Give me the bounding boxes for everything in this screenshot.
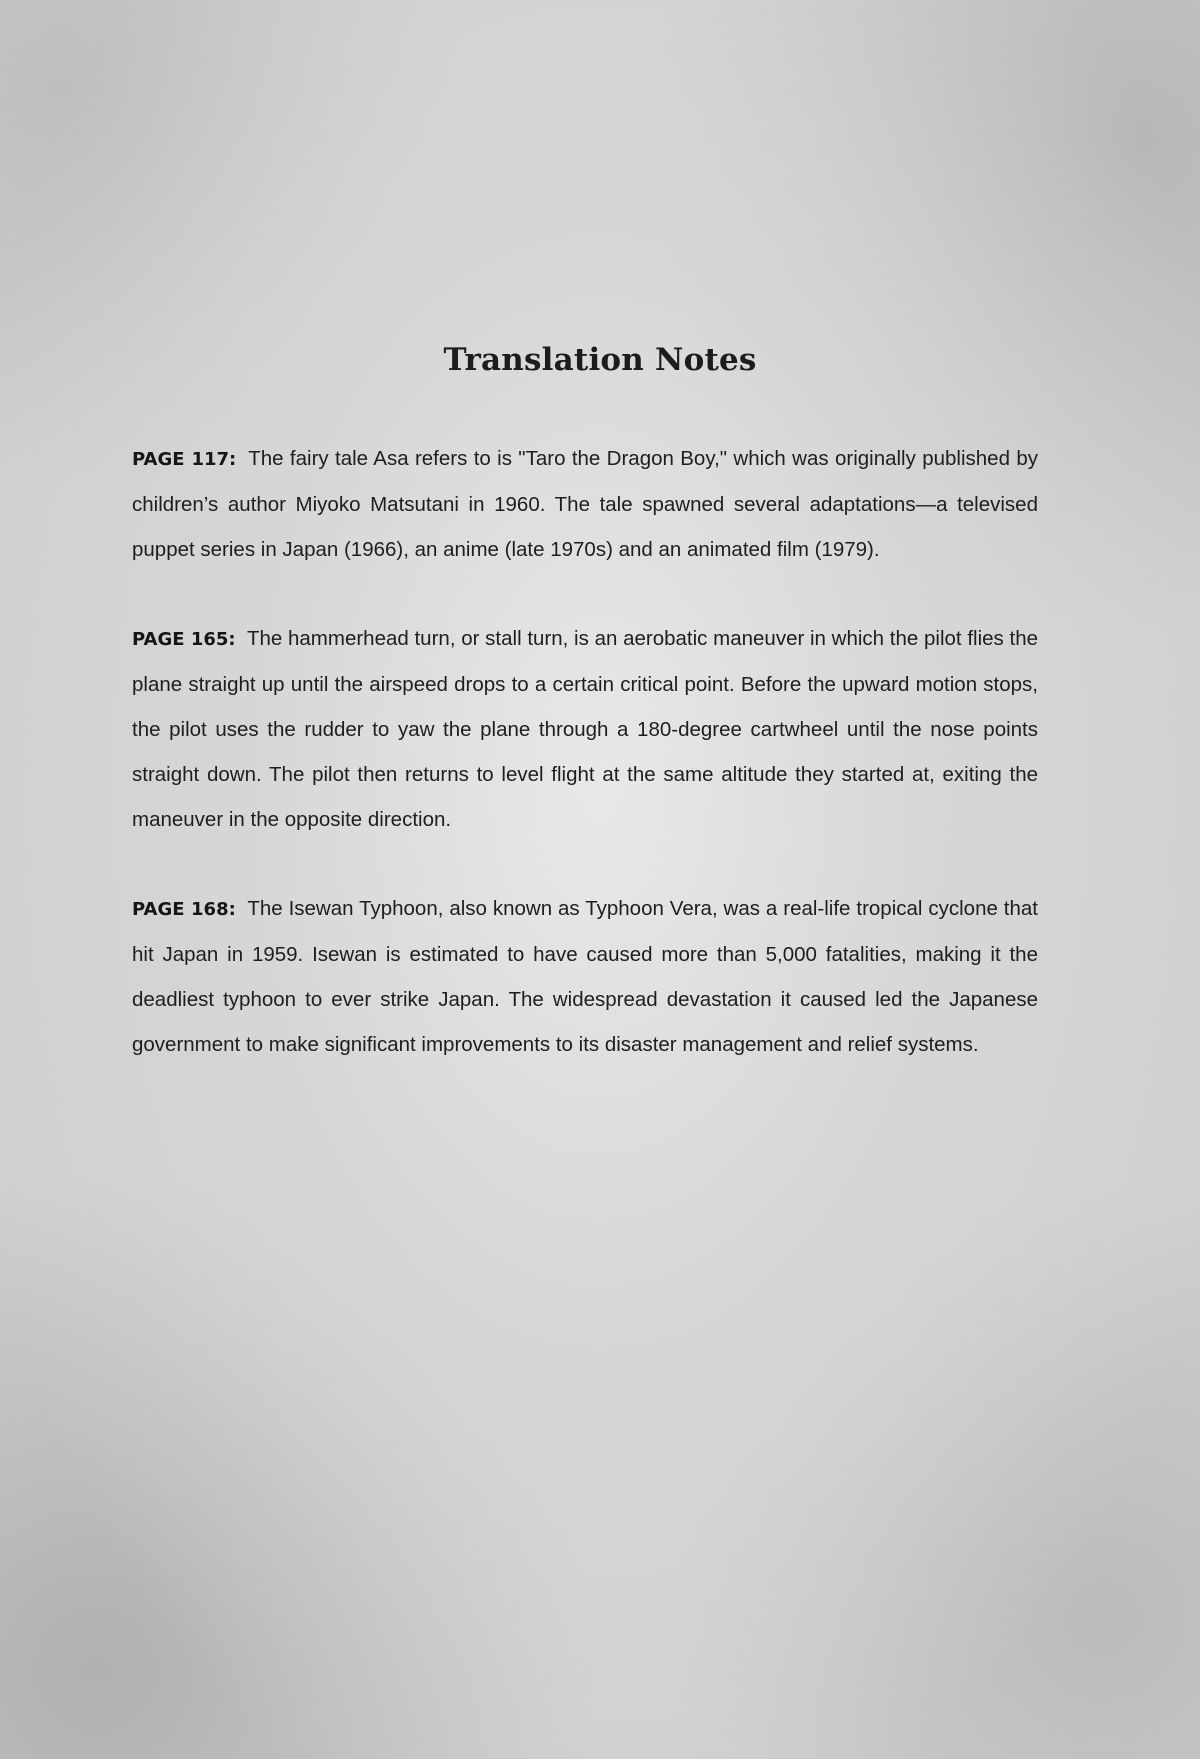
note-label: PAGE 117: (132, 449, 237, 470)
note-page-168 (132, 886, 1038, 1067)
note-text: The Isewan Typhoon, also known as Typhoon Vera, was a real-life tropical cyclone that hit Japan in 1959. Isewan is estimated to have caused more than 5,000 fatalities, making it the deadliest typhoon to ever strike Japan. The widespread devastation it caused led the Japanese government to make significant improvements to its disaster management and relief systems. (132, 897, 1038, 1056)
note-text: The fairy tale Asa refers to is "Taro the Dragon Boy," which was originally published by children’s author Miyoko Matsutani in 1960. The tale spawned several adaptations—a televised puppet series in Japan (1966), an anime (late 1970s) and an animated film (1979). (132, 447, 1038, 561)
page-title: Translation Notes (443, 342, 757, 378)
note-page-117 (132, 436, 1038, 572)
note-page-165 (132, 616, 1038, 842)
note-label: PAGE 165: (132, 629, 236, 650)
note-text: The hammerhead turn, or stall turn, is an aerobatic maneuver in which the pilot flies the plane straight up until the airspeed drops to a certain critical point. Before the upward motion stops, the pilot uses the rudder to yaw the plane through a 180-degree cartwheel until the nose points straight down. The pilot then returns to level flight at the same altitude they started at, exiting the maneuver in the opposite direction. (132, 627, 1038, 831)
note-label: PAGE 168: (132, 899, 236, 920)
notes-list (132, 436, 1038, 1111)
